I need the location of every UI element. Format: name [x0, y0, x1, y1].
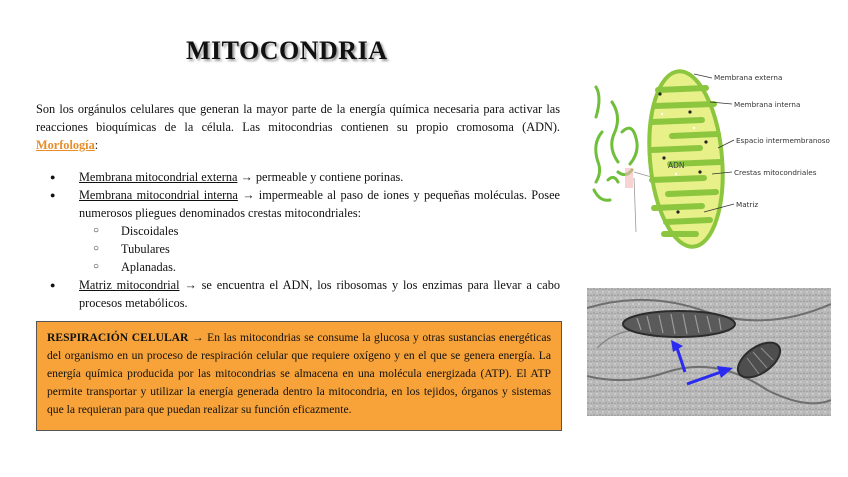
box-text: En las mitocondrias se consume la glucosa y otras sustancias energéticas del organismo en un proceso de respiración celular que requiere oxígeno y en el que se genera energía. La energía química producida por las mitocondrias se almacena en una molécula energizada (ATP). El ATP permite transportar y utilizar la energía generada dentro la mitocondria, en los tejidos, órganos y sistemas que la requieran para que puedan realizar su función eficazmente. — [47, 331, 551, 416]
term-desc: → se encuentra el ADN, los ribosomas y los enzimas para llevar a cabo procesos metabólicos. — [79, 278, 561, 310]
adn-label: ADN — [668, 161, 685, 170]
mitochondrion-icon — [642, 68, 729, 250]
label-membrana-externa: Membrana externa — [714, 73, 783, 82]
mitochondria-diagram — [582, 62, 844, 258]
list-item — [36, 186, 560, 276]
label-espacio-intermembranoso: Espacio intermembranoso — [736, 136, 830, 145]
morphology-list — [36, 168, 560, 312]
cristae-types-list — [79, 222, 560, 276]
page-title: MITOCONDRIA — [186, 36, 388, 65]
micrograph-mitochondrion-icon — [623, 311, 735, 337]
sub-list-item: ○ Discoidales — [79, 222, 560, 240]
label-matriz: Matriz — [736, 200, 759, 209]
term-desc: → permeable y contiene porinas. — [237, 170, 404, 184]
term-matrix: Matriz mitocondrial — [79, 278, 180, 292]
box-heading: RESPIRACIÓN CELULAR → — [47, 331, 204, 344]
label-membrana-interna: Membrana interna — [734, 100, 801, 109]
cellular-respiration-box — [36, 321, 562, 431]
morfologia-link: Morfología — [36, 138, 95, 152]
term-desc: → impermeable al paso de iones y pequeñas moléculas. Posee numerosos pliegues denominados crestas mitocondriales: — [79, 188, 560, 220]
intro-paragraph — [36, 100, 560, 154]
term-internal-membrane: Membrana mitocondrial interna — [79, 188, 238, 202]
term-external-membrane: Membrana mitocondrial externa — [79, 170, 238, 184]
intro-colon: : — [94, 138, 99, 152]
sub-list-item: ○ Aplanadas. — [79, 258, 560, 276]
list-item — [36, 168, 560, 186]
sub-list-item: ○ Tubulares — [79, 240, 560, 258]
electron-micrograph — [587, 288, 831, 416]
list-item — [36, 276, 560, 312]
label-crestas-mitocondriales: Crestas mitocondriales — [734, 168, 817, 177]
intro-text: Son los orgánulos celulares que generan la mayor parte de la energía química necesaria para activar las reacciones bioquímicas de la célula. Las mitocondrias contienen su propio cromosoma (ADN). — [36, 102, 560, 134]
